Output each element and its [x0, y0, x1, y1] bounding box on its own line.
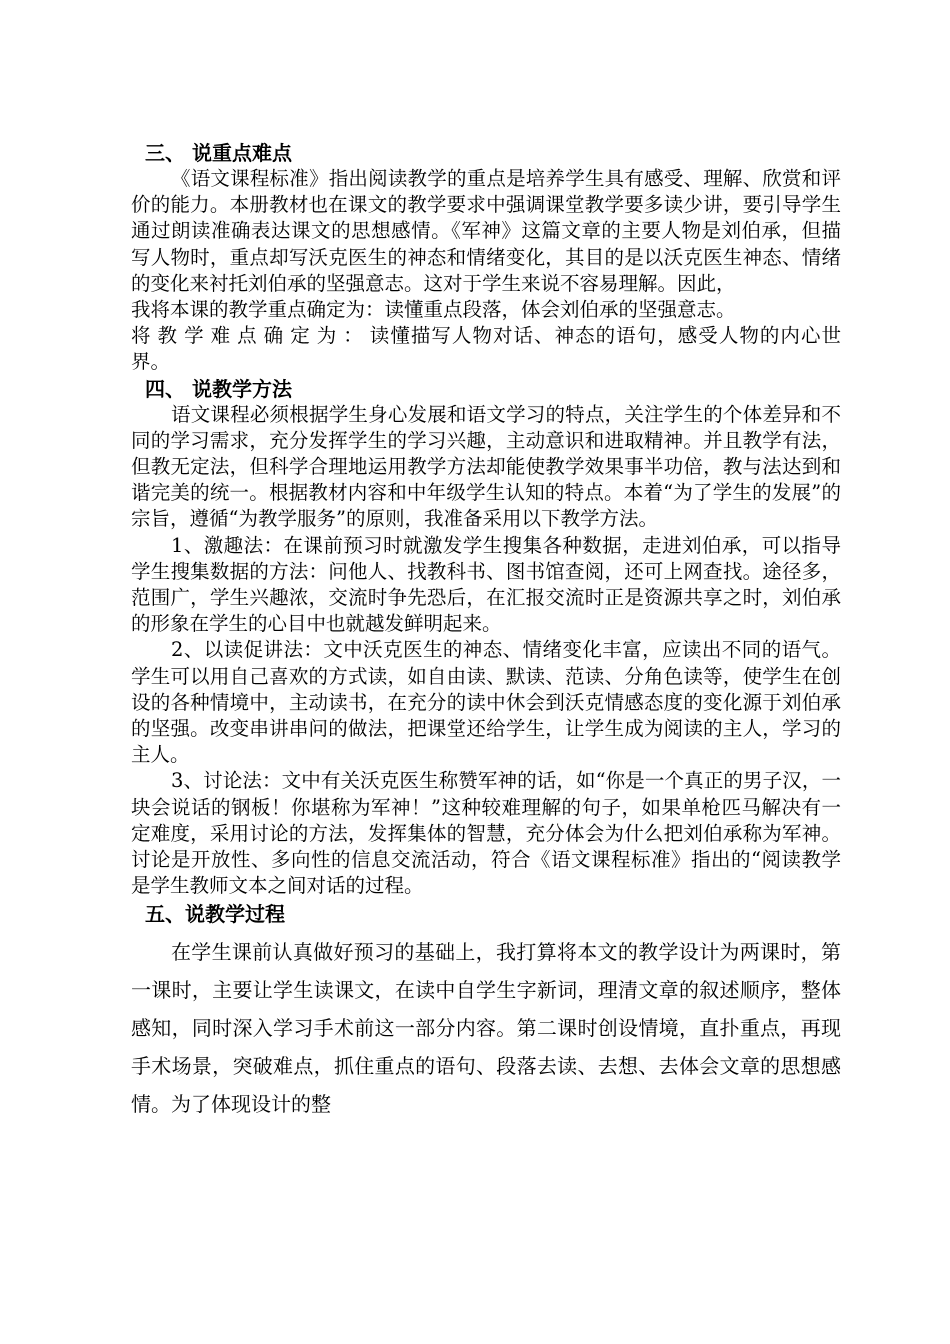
- section-heading-teaching-methods: 四、 说教学方法: [145, 376, 292, 401]
- paragraph-method-interest: 1、激趣法：在课前预习时就激发学生搜集各种数据，走进刘伯承，可以指导学生搜集数据的方法：问他人、找教科书、图书馆查阅，还可上网查找。途径多，范围广，学生兴趣浓，交流时争先恐后，在汇报交流时正是资源共享之时，刘伯承的形象在学生的心目中也就越发鲜明起来。: [131, 533, 841, 636]
- paragraph-teaching-process: 在学生课前认真做好预习的基础上，我打算将本文的教学设计为两课时，第一课时，主要让学生读课文，在读中自学生字新词，理清文章的叙述顺序，整体感知，同时深入学习手术前这一部分内容。第二课时创设情境，直扑重点，再现手术场景，突破难点，抓住重点的语句、段落去读、去想、去体会文章的思想感情。为了体现设计的整: [131, 940, 841, 1117]
- paragraph-methods-intro: 语文课程必须根据学生身心发展和语文学习的特点，关注学生的个体差异和不同的学习需求，充分发挥学生的学习兴趣，主动意识和进取精神。并且教学有法，但教无定法，但科学合理地运用教学方法却能使教学效果事半功倍，教与法达到和谐完美的统一。根据教材内容和中年级学生认知的特点。本着“为了学生的发展”的宗旨，遵循“为教学服务”的原则，我准备采用以下教学方法。: [131, 402, 841, 531]
- difficult-point-label: 将教学难点确定为：: [131, 324, 370, 348]
- paragraph-method-discussion: 3、讨论法：文中有关沃克医生称赞军神的话，如“你是一个真正的男子汉，一块会说话的钢板！你堪称为军神！”这种较难理解的句子，如果单枪匹马解决有一定难度，采用讨论的方法，发挥集体的智慧，充分体会为什么把刘伯承称为军神。讨论是开放性、多向性的信息交流活动，符合《语文课程标准》指出的“阅读教学是学生教师文本之间对话的过程。: [131, 769, 841, 898]
- section-heading-key-points: 三、 说重点难点: [145, 141, 292, 165]
- paragraph-difficult-point: [131, 323, 841, 375]
- document-page: [131, 140, 841, 1123]
- paragraph-method-reading: 2、以读促讲法：文中沃克医生的神态、情绪变化丰富，应读出不同的语气。学生可以用自己喜欢的方式读，如自由读、默读、范读、分角色读等，使学生在创设的各种情境中，主动读书，在充分的读中休会到沃克情感态度的变化源于刘伯承的坚强。改变串讲串问的做法，把课堂还给学生，让学生成为阅读的主人，学习的主人。: [131, 638, 841, 767]
- paragraph-key-point: 我将本课的教学重点确定为：读懂重点段落，体会刘伯承的坚强意志。: [131, 298, 736, 322]
- paragraph-key-points-intro: 《语文课程标准》指出阅读教学的重点是培养学生具有感受、理解、欣赏和评价的能力。本册教材也在课文的教学要求中强调课堂教学要多读少讲，要引导学生通过朗读准确表达课文的思想感情。《军神》这篇文章的主要人物是刘伯承，但描写人物时，重点却写沃克医生的神态和情绪变化，其目的是以沃克医生神态、情绪的变化来衬托刘伯承的坚强意志。这对于学生来说不容易理解。因此，: [131, 167, 841, 295]
- section-heading-teaching-process: 五、说教学过程: [145, 902, 285, 927]
- difficult-point-text: 读懂描写人物对话、神态的语句，感受人物的内心世界。: [131, 324, 841, 374]
